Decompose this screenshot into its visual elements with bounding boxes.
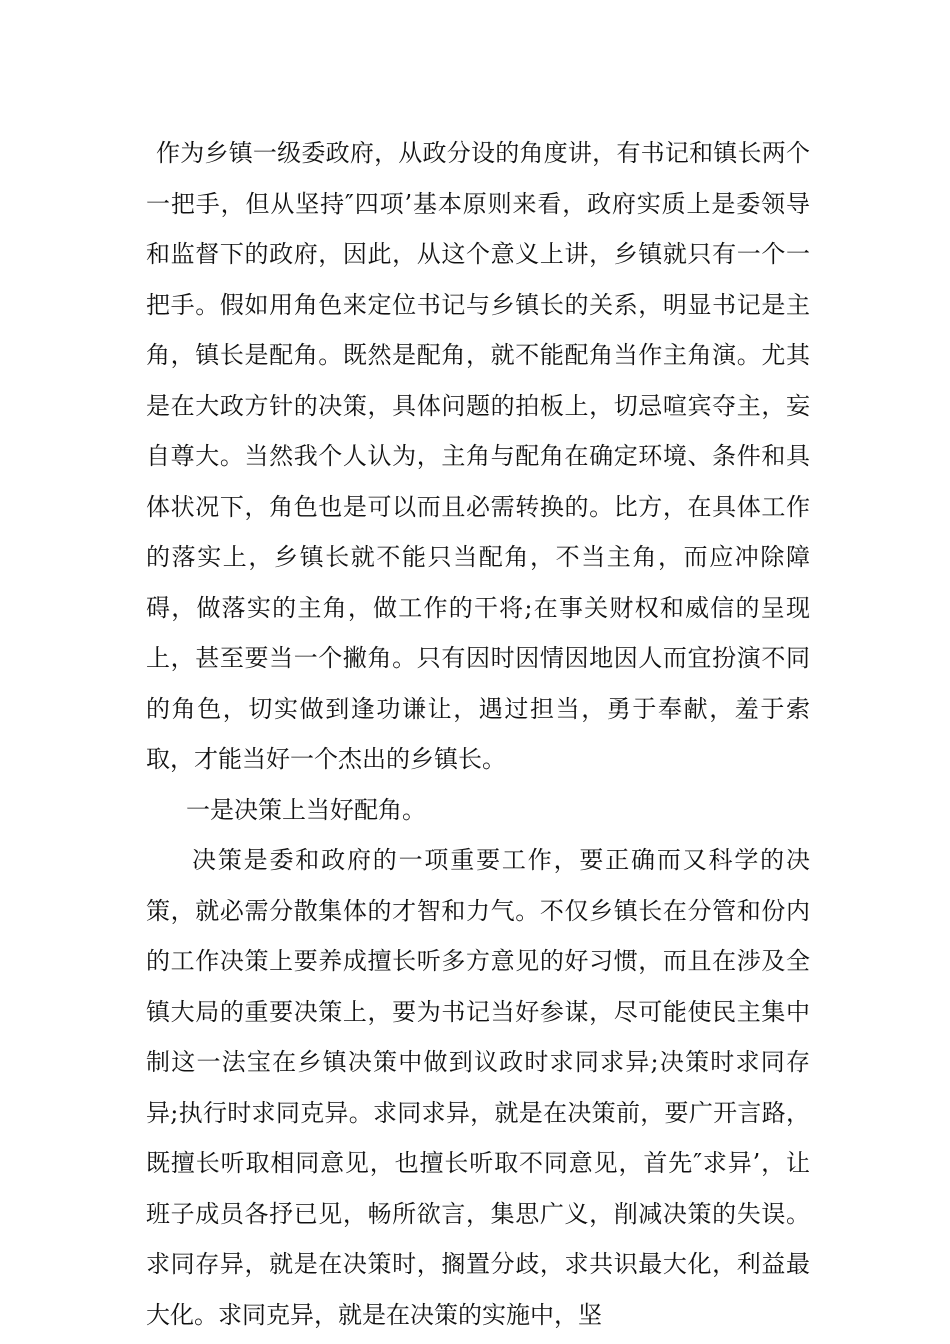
document-body [146,128,810,1340]
paragraph-role-positioning: 作为乡镇一级委政府，从政分设的角度讲，有书记和镇长两个一把手，但从坚持″四项’基本原则来看，政府实质上是委领导和监督下的政府，因此，从这个意义上讲，乡镇就只有一个一把手。假如用角色来定位书记与乡镇长的关系，明显书记是主角，镇长是配角。既然是配角，就不能配角当作主角演。尤其是在大政方针的决策，具体问题的拍板上，切忌喧宾夺主，妄自尊大。当然我个人认为，主角与配角在确定环境、条件和具体状况下，角色也是可以而且必需转换的。比方，在具体工作的落实上，乡镇长就不能只当配角，不当主角，而应冲除障碍，做落实的主角，做工作的干将;在事关财权和威信的呈现上，甚至要当一个撇角。只有因时因情因地因人而宜扮演不同的角色，切实做到逢功谦让，遇过担当，勇于奉献，羞于索取，才能当好一个杰出的乡镇长。 [146,139,810,773]
paragraph-decision-making: 决策是委和政府的一项重要工作，要正确而又科学的决策，就必需分散集体的才智和力气。不仅乡镇长在分管和份内的工作决策上要养成擅长听多方意见的好习惯，而且在涉及全镇大局的重要决策上，要为书记当好参谋，尽可能使民主集中制这一法宝在乡镇决策中做到议政时求同求异;决策时求同存异;执行时求同克异。求同求异，就是在决策前，要广开言路，既擅长听取相同意见，也擅长听取不同意见，首先″求异’，让班子成员各抒已见，畅所欲言，集思广义，削减决策的失误。求同存异，就是在决策时，搁置分歧，求共识最大化，利益最大化。求同克异，就是在决策的实施中，坚 [146,846,810,1329]
section-heading-decision: 一是决策上当好配角。 [186,795,426,824]
